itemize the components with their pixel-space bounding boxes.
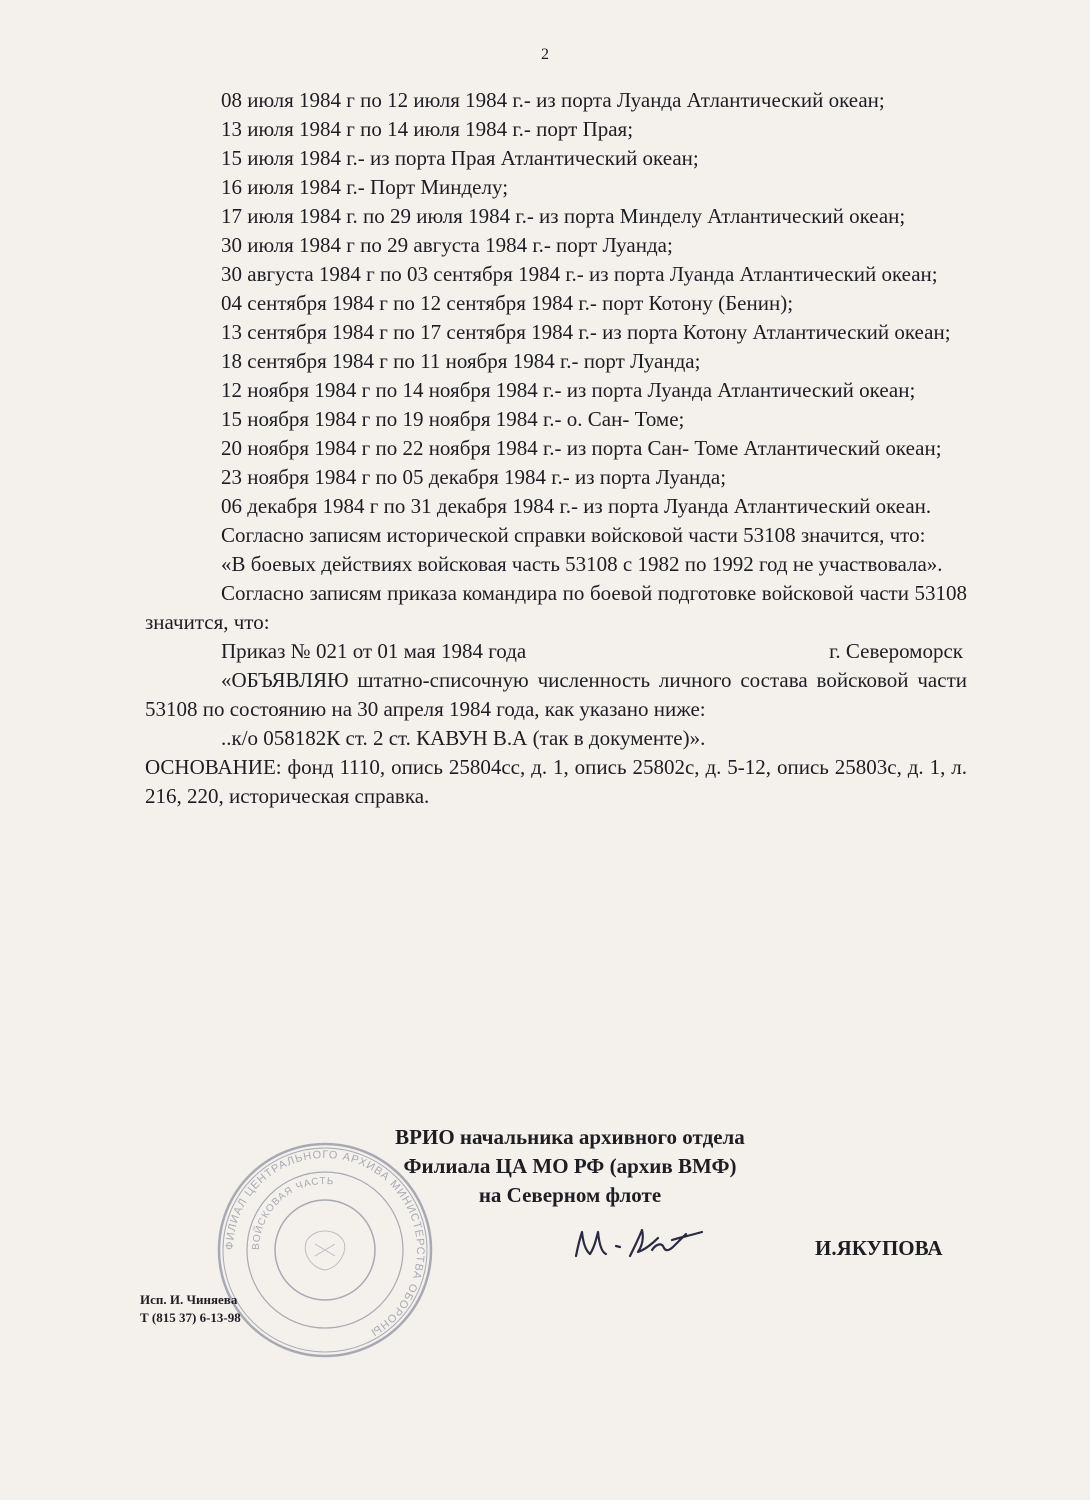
- paragraph: 15 ноября 1984 г по 19 ноября 1984 г.- о. Сан- Томе;: [221, 407, 685, 431]
- signer-title-line1: ВРИО начальника архивного отдела: [395, 1125, 745, 1149]
- paragraph: 18 сентября 1984 г по 11 ноября 1984 г.- порт Луанда;: [221, 349, 701, 373]
- order-number-date: Приказ № 021 от 01 мая 1984 года: [221, 639, 527, 663]
- stamp-outer-text: ФИЛИАЛ ЦЕНТРАЛЬНОГО АРХИВА МИНИСТЕРСТВА ОБОРОНЫ: [223, 1148, 427, 1339]
- order-place: г. Североморск: [829, 639, 963, 663]
- paragraph: 13 июля 1984 г по 14 июля 1984 г.- порт Прая;: [221, 117, 634, 141]
- executor-name: Исп. И. Чиняева: [140, 1292, 238, 1307]
- signature-block: [200, 1123, 940, 1210]
- paragraph: «В боевых действиях войсковая часть 53108 с 1982 по 1992 год не участвовала».: [221, 552, 943, 576]
- executor-phone: Т (815 37) 6-13-98: [140, 1310, 241, 1325]
- paragraph: 08 июля 1984 г по 12 июля 1984 г.- из порта Луанда Атлантический океан;: [221, 88, 885, 112]
- paragraph: 16 июля 1984 г.- Порт Минделу;: [221, 175, 509, 199]
- paragraph: 04 сентября 1984 г по 12 сентября 1984 г.- порт Котону (Бенин);: [221, 291, 794, 315]
- paragraph: 20 ноября 1984 г по 22 ноября 1984 г.- из порта Сан- Томе Атлантический океан;: [221, 436, 942, 460]
- paragraph: 23 ноября 1984 г по 05 декабря 1984 г.- из порта Луанда;: [221, 465, 727, 489]
- paragraph: Согласно записям исторической справки войсковой части 53108 значится, что:: [221, 523, 926, 547]
- paragraph: 15 июля 1984 г.- из порта Прая Атлантический океан;: [221, 146, 699, 170]
- paragraph: Согласно записям приказа командира по боевой подготовке войсковой части 53108 значится, что:: [145, 581, 967, 634]
- paragraph: 30 июля 1984 г по 29 августа 1984 г.- порт Луанда;: [221, 233, 673, 257]
- signer-title-line3: на Северном флоте: [478, 1183, 662, 1207]
- executor-info: [140, 1291, 241, 1327]
- paragraph: ..к/о 058182К ст. 2 ст. КАВУН В.А (так в документе)».: [221, 726, 706, 750]
- basis-paragraph: ОСНОВАНИЕ: фонд 1110, опись 25804сс, д. 1, опись 25802с, д. 5-12, опись 25803с, д. 1, л. 216, 220, историческая справка.: [145, 755, 967, 808]
- signer-name: И.ЯКУПОВА: [815, 1236, 943, 1260]
- paragraph: «ОБЪЯВЛЯЮ штатно-списочную численность личного состава войсковой части 53108 по состоянию на 30 апреля 1984 года, как указано ниже:: [145, 668, 967, 721]
- stamp-inner-text: ВОЙСКОВАЯ ЧАСТЬ: [250, 1175, 335, 1251]
- paragraph: 12 ноября 1984 г по 14 ноября 1984 г.- из порта Луанда Атлантический океан;: [221, 378, 916, 402]
- paragraph: 30 августа 1984 г по 03 сентября 1984 г.- из порта Луанда Атлантический океан;: [221, 262, 938, 286]
- page-number: 2: [541, 46, 549, 63]
- paragraph: 06 декабря 1984 г по 31 декабря 1984 г.- из порта Луанда Атлантический океан.: [221, 494, 932, 518]
- signer-title-line2: Филиала ЦА МО РФ (архив ВМФ): [403, 1154, 737, 1178]
- paragraph: 17 июля 1984 г. по 29 июля 1984 г.- из порта Минделу Атлантический океан;: [221, 204, 906, 228]
- order-line: [145, 637, 967, 666]
- paragraph: 13 сентября 1984 г по 17 сентября 1984 г.- из порта Котону Атлантический океан;: [221, 320, 951, 344]
- document-body: [145, 86, 967, 811]
- handwritten-signature: [568, 1220, 708, 1265]
